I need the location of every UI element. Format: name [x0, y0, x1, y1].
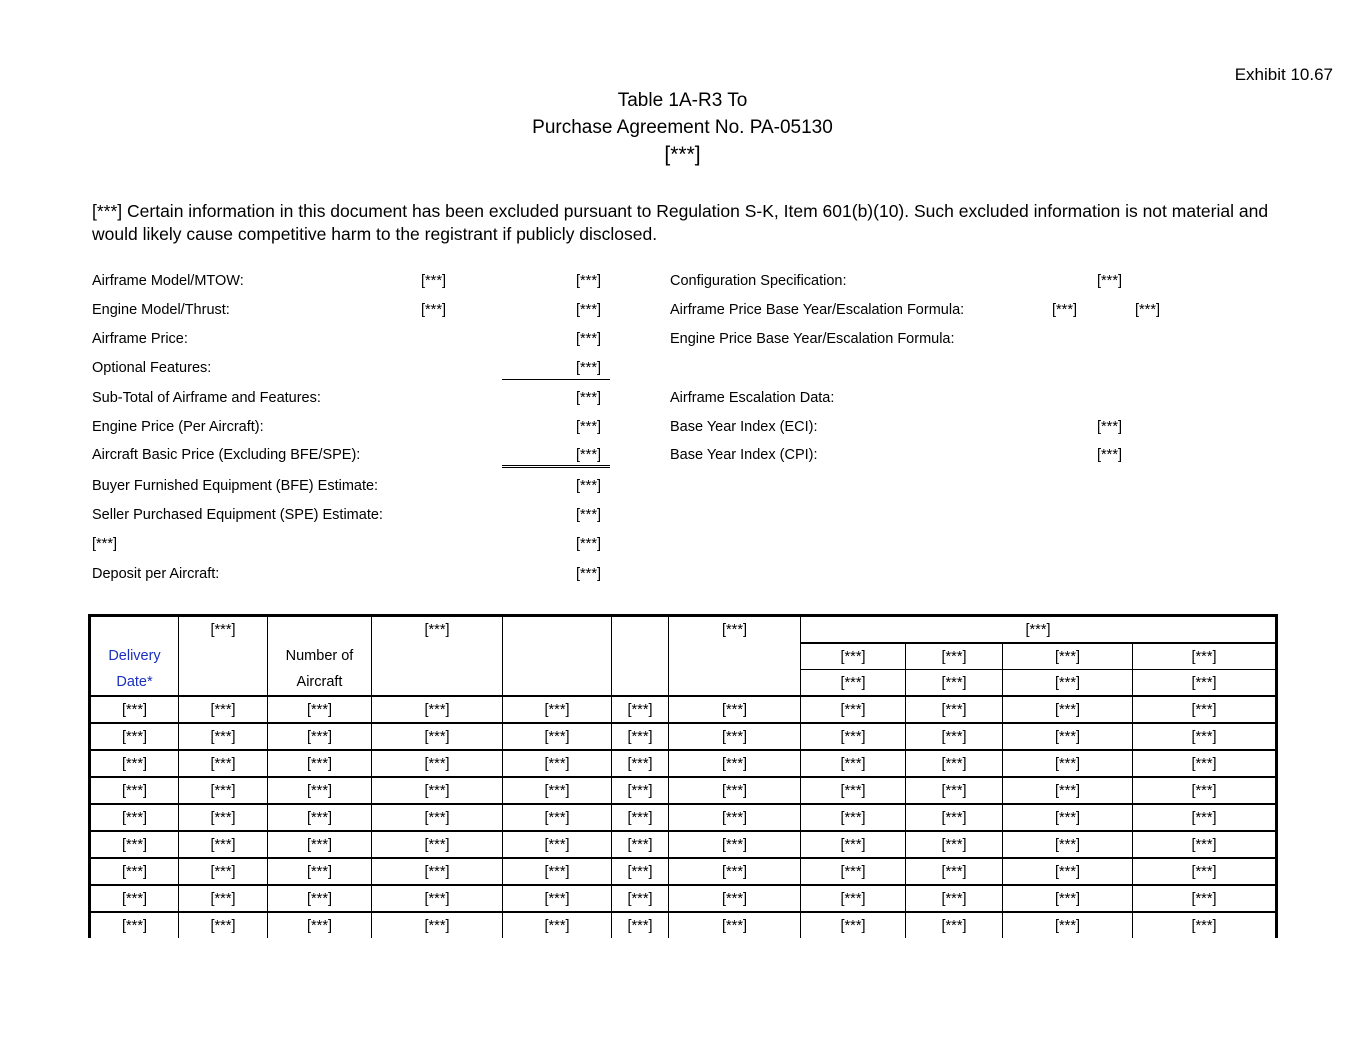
table-cell: [***] — [1133, 696, 1277, 723]
table-row — [90, 750, 1277, 777]
table-cell: [***] — [268, 858, 372, 885]
table-cell: [***] — [179, 777, 268, 804]
header-cell — [90, 616, 179, 644]
table-row — [90, 804, 1277, 831]
table-cell: [***] — [906, 696, 1003, 723]
table-cell: [***] — [1133, 777, 1277, 804]
table-cell: [***] — [268, 696, 372, 723]
table-cell: [***] — [268, 831, 372, 858]
table-cell: [***] — [612, 858, 669, 885]
header-cell — [669, 643, 801, 670]
table-cell: [***] — [503, 777, 612, 804]
table-cell: [***] — [90, 723, 179, 750]
table-cell: [***] — [1133, 804, 1277, 831]
delivery-date-header: Date* — [90, 670, 179, 697]
table-cell: [***] — [372, 696, 503, 723]
table-cell: [***] — [669, 723, 801, 750]
table-cell: [***] — [90, 750, 179, 777]
delivery-schedule-table — [88, 614, 1278, 938]
table-cell: [***] — [801, 858, 906, 885]
table-cell: [***] — [268, 750, 372, 777]
table-cell: [***] — [503, 885, 612, 912]
table-cell: [***] — [612, 777, 669, 804]
table-cell: [***] — [1133, 885, 1277, 912]
table-cell: [***] — [90, 777, 179, 804]
header-cell: [***] — [906, 643, 1003, 670]
field-value: [***] — [1097, 273, 1122, 289]
table-cell: [***] — [1003, 696, 1133, 723]
table-cell: [***] — [179, 750, 268, 777]
table-cell: [***] — [906, 777, 1003, 804]
table-cell: [***] — [372, 723, 503, 750]
field-value: [***] — [576, 273, 601, 289]
table-header-row — [90, 670, 1277, 697]
header-cell: [***] — [1003, 643, 1133, 670]
table-cell: [***] — [906, 858, 1003, 885]
field-label: Base Year Index (CPI): — [670, 447, 818, 463]
table-cell: [***] — [906, 912, 1003, 938]
header-cell: [***] — [801, 643, 906, 670]
agreement-number: Purchase Agreement No. PA-05130 — [532, 117, 833, 138]
field-label: Aircraft Basic Price (Excluding BFE/SPE): — [92, 447, 361, 463]
table-cell: [***] — [1003, 912, 1133, 938]
table-cell: [***] — [503, 804, 612, 831]
header-cell — [268, 616, 372, 644]
field-label: Deposit per Aircraft: — [92, 566, 220, 582]
number-of-aircraft-header: Number of — [268, 643, 372, 670]
table-cell: [***] — [1133, 831, 1277, 858]
field-value: [***] — [576, 419, 601, 435]
field-label: Airframe Escalation Data: — [670, 390, 835, 406]
header-cell: [***] — [179, 616, 268, 644]
table-row — [90, 885, 1277, 912]
table-row — [90, 723, 1277, 750]
table-cell: [***] — [1003, 831, 1133, 858]
table-cell: [***] — [669, 831, 801, 858]
field-label: Airframe Model/MTOW: — [92, 273, 244, 289]
table-cell: [***] — [1003, 777, 1133, 804]
table-cell: [***] — [612, 912, 669, 938]
header-cell: [***] — [801, 670, 906, 697]
header-cell — [669, 670, 801, 697]
table-cell: [***] — [503, 831, 612, 858]
field-label: Engine Price Base Year/Escalation Formula: — [670, 331, 955, 347]
table-cell: [***] — [179, 858, 268, 885]
table-cell: [***] — [268, 723, 372, 750]
table-cell: [***] — [503, 750, 612, 777]
field-value: [***] — [576, 536, 601, 552]
field-label: Airframe Price: — [92, 331, 188, 347]
table-cell: [***] — [801, 885, 906, 912]
table-header-row — [90, 643, 1277, 670]
table-cell: [***] — [503, 858, 612, 885]
table-cell: [***] — [90, 912, 179, 938]
header-cell — [179, 670, 268, 697]
table-cell: [***] — [179, 912, 268, 938]
table-cell: [***] — [179, 804, 268, 831]
table-cell: [***] — [906, 750, 1003, 777]
table-cell: [***] — [669, 777, 801, 804]
table-cell: [***] — [801, 750, 906, 777]
table-cell: [***] — [801, 804, 906, 831]
table-cell: [***] — [906, 885, 1003, 912]
field-value: [***] — [1097, 447, 1122, 463]
escalation-group-header: [***] — [801, 616, 1277, 644]
table-cell: [***] — [906, 831, 1003, 858]
table-row — [90, 696, 1277, 723]
table-cell: [***] — [372, 831, 503, 858]
table-cell: [***] — [1003, 804, 1133, 831]
number-of-aircraft-header: Aircraft — [268, 670, 372, 697]
table-cell: [***] — [906, 804, 1003, 831]
table-cell: [***] — [503, 696, 612, 723]
table-cell: [***] — [612, 696, 669, 723]
table-row — [90, 831, 1277, 858]
table-cell: [***] — [801, 912, 906, 938]
table-cell: [***] — [906, 723, 1003, 750]
table-cell: [***] — [801, 723, 906, 750]
header-cell — [612, 616, 669, 644]
redaction-disclaimer: [***] Certain information in this document has been excluded pursuant to Regulation S-K, Item 601(b)(10). Such excluded information is not material and would likely cause competitive harm to the registrant if publicly disclosed. — [92, 201, 1269, 244]
table-cell: [***] — [90, 885, 179, 912]
delivery-date-header: Delivery — [90, 643, 179, 670]
subtotal-rule — [502, 379, 610, 380]
table-cell: [***] — [372, 912, 503, 938]
table-cell: [***] — [612, 723, 669, 750]
field-value: [***] — [421, 273, 446, 289]
total-double-rule — [502, 465, 610, 468]
redacted-subtitle: [***] — [664, 143, 701, 166]
header-cell — [503, 643, 612, 670]
table-cell: [***] — [1003, 750, 1133, 777]
table-cell: [***] — [612, 750, 669, 777]
table-title: Table 1A-R3 To — [617, 90, 748, 111]
table-cell: [***] — [179, 831, 268, 858]
header-cell: [***] — [669, 616, 801, 644]
field-label: Airframe Price Base Year/Escalation Formula: — [670, 302, 965, 318]
field-label: Engine Price (Per Aircraft): — [92, 419, 264, 435]
field-value: [***] — [576, 302, 601, 318]
table-cell: [***] — [1003, 885, 1133, 912]
table-cell: [***] — [669, 696, 801, 723]
field-label: [***] — [92, 536, 117, 552]
table-row — [90, 912, 1277, 938]
table-cell: [***] — [801, 831, 906, 858]
table-cell: [***] — [503, 912, 612, 938]
table-cell: [***] — [1133, 750, 1277, 777]
table-cell: [***] — [669, 858, 801, 885]
table-cell: [***] — [669, 885, 801, 912]
table-cell: [***] — [612, 831, 669, 858]
exhibit-number: Exhibit 10.67 — [1234, 65, 1333, 84]
field-label: Buyer Furnished Equipment (BFE) Estimate: — [92, 478, 379, 494]
field-value: [***] — [576, 390, 601, 406]
table-cell: [***] — [612, 885, 669, 912]
header-cell — [372, 670, 503, 697]
table-row — [90, 858, 1277, 885]
table-cell: [***] — [179, 723, 268, 750]
table-cell: [***] — [1003, 723, 1133, 750]
field-label: Optional Features: — [92, 360, 212, 376]
header-cell: [***] — [906, 670, 1003, 697]
field-value: [***] — [576, 447, 601, 463]
table-cell: [***] — [179, 696, 268, 723]
field-label: Configuration Specification: — [670, 273, 847, 289]
field-value: [***] — [576, 331, 601, 347]
table-cell: [***] — [1003, 858, 1133, 885]
header-cell — [612, 670, 669, 697]
table-cell: [***] — [801, 777, 906, 804]
header-cell — [503, 616, 612, 644]
table-cell: [***] — [268, 777, 372, 804]
field-value: [***] — [576, 360, 601, 376]
field-label: Engine Model/Thrust: — [92, 302, 230, 318]
table-cell: [***] — [372, 777, 503, 804]
table-cell: [***] — [372, 804, 503, 831]
header-cell: [***] — [372, 616, 503, 644]
table-cell: [***] — [90, 858, 179, 885]
table-cell: [***] — [1133, 912, 1277, 938]
table-cell: [***] — [372, 750, 503, 777]
field-value: [***] — [1097, 419, 1122, 435]
field-label: Seller Purchased Equipment (SPE) Estimate: — [92, 507, 383, 523]
field-value: [***] — [576, 478, 601, 494]
field-value: [***] — [576, 507, 601, 523]
header-cell — [612, 643, 669, 670]
table-cell: [***] — [801, 696, 906, 723]
table-cell: [***] — [372, 858, 503, 885]
table-cell: [***] — [90, 696, 179, 723]
table-cell: [***] — [669, 804, 801, 831]
table-cell: [***] — [268, 804, 372, 831]
field-label: Base Year Index (ECI): — [670, 419, 818, 435]
field-value: [***] — [576, 566, 601, 582]
table-cell: [***] — [90, 804, 179, 831]
header-cell: [***] — [1133, 643, 1277, 670]
field-value: [***] — [1052, 302, 1077, 318]
table-cell: [***] — [90, 831, 179, 858]
table-header-row — [90, 616, 1277, 644]
table-cell: [***] — [268, 885, 372, 912]
table-cell: [***] — [372, 885, 503, 912]
header-cell — [179, 643, 268, 670]
table-body — [90, 696, 1277, 938]
header-cell: [***] — [1133, 670, 1277, 697]
table-row — [90, 777, 1277, 804]
header-cell — [372, 643, 503, 670]
field-label: Sub-Total of Airframe and Features: — [92, 390, 321, 406]
table-cell: [***] — [268, 912, 372, 938]
table-cell: [***] — [669, 750, 801, 777]
table-cell: [***] — [669, 912, 801, 938]
field-value: [***] — [421, 302, 446, 318]
table-cell: [***] — [503, 723, 612, 750]
table-cell: [***] — [1133, 723, 1277, 750]
header-cell: [***] — [1003, 670, 1133, 697]
header-cell — [503, 670, 612, 697]
table-cell: [***] — [612, 804, 669, 831]
table-cell: [***] — [179, 885, 268, 912]
table-cell: [***] — [1133, 858, 1277, 885]
field-value: [***] — [1135, 302, 1160, 318]
